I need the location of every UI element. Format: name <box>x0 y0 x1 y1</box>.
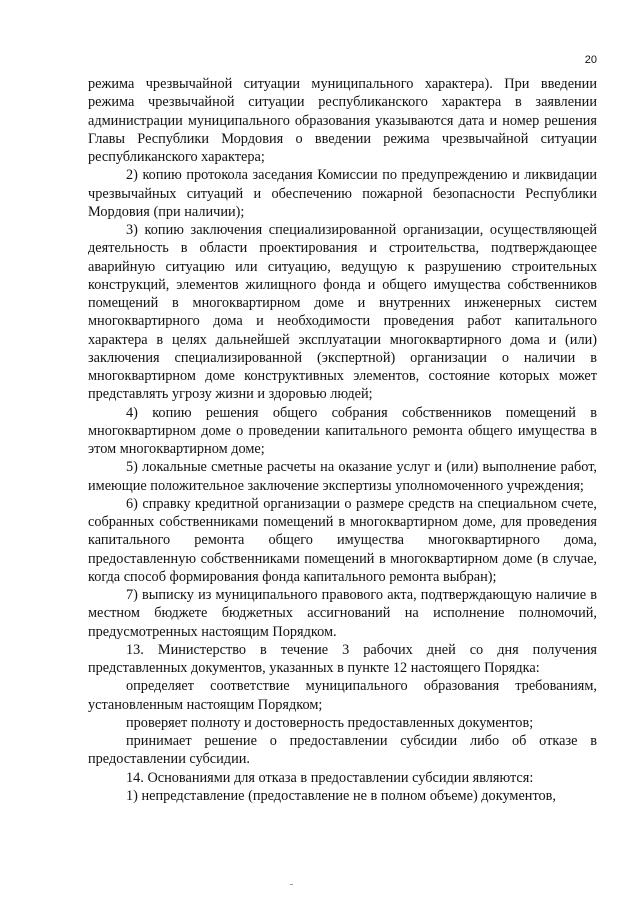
paragraph-item-6: 6) справку кредитной организации о размере средств на специальном счете, собранных собственниками помещений в многоквартирном доме, для проведения капитального ремонта общего имущества многоквартирного дома, предоставленную собственниками помещений в многоквартирном доме (в случае, когда способ формирования фонда капитального ремонта выбран); <box>88 495 597 585</box>
paragraph-item-4: 4) копию решения общего собрания собственников помещений в многоквартирном доме о проведении капитального ремонта общего имущества в этом многоквартирном доме; <box>88 404 597 457</box>
paragraph-checks: проверяет полноту и достоверность предоставленных документов; <box>126 714 534 731</box>
paragraph-item-5: 5) локальные сметные расчеты на оказание услуг и (или) выполнение работ, имеющие положительное заключение экспертизы уполномоченного учреждения; <box>88 459 597 494</box>
scan-speck <box>290 884 293 885</box>
paragraph-decides: принимает решение о предоставлении субсидии либо об отказе в предоставлении субсидии. <box>88 733 597 768</box>
paragraph-item-2: 2) копию протокола заседания Комиссии по предупреждению и ликвидации чрезвычайных ситуаций и обеспечению пожарной безопасности Республики Мордовия (при наличии); <box>88 167 597 220</box>
document-body <box>88 75 597 805</box>
paragraph-item-3: 3) копию заключения специализированной организации, осуществляющей деятельность в области проектирования и строительства, подтверждающее аварийную ситуацию или ситуацию, ведущую к разрушению строительных конструкций, элементов жилищного фонда и общего имущества собственников помещений в многоквартирном доме и внутренних инженерных систем многоквартирного дома и необходимости проведения работ капитального характера в целях дальнейшей эксплуатации многоквартирного дома и (или) заключения специализированной (экспертной) организации о наличии в многоквартирном доме конструктивных элементов, состояние которых может представлять угрозу жизни и здоровью людей; <box>88 222 597 403</box>
paragraph-determines: определяет соответствие муниципального образования требованиям, установленным настоящим Порядком; <box>88 678 597 713</box>
paragraph-item-7: 7) выписку из муниципального правового акта, подтверждающую наличие в местном бюджете бюджетных ассигнований на исполнение полномочий, предусмотренных настоящим Порядком. <box>88 587 597 640</box>
paragraph-section-13: 13. Министерство в течение 3 рабочих дней со дня получения представленных документов, указанных в пункте 12 настоящего Порядка: <box>88 641 597 676</box>
paragraph-section-14: 14. Основаниями для отказа в предоставлении субсидии являются: <box>126 769 534 786</box>
page-number: 20 <box>584 54 597 66</box>
paragraph-refusal-item-1: 1) непредставление (предоставление не в полном объеме) документов, <box>126 787 556 804</box>
paragraph-continuation: режима чрезвычайной ситуации муниципального характера). При введении режима чрезвычайной ситуации республиканского характера в заявлении администрации муниципального образования указываются дата и номер решения Главы Республики Мордовия о введении режима чрезвычайной ситуации республиканского характера; <box>88 76 597 165</box>
